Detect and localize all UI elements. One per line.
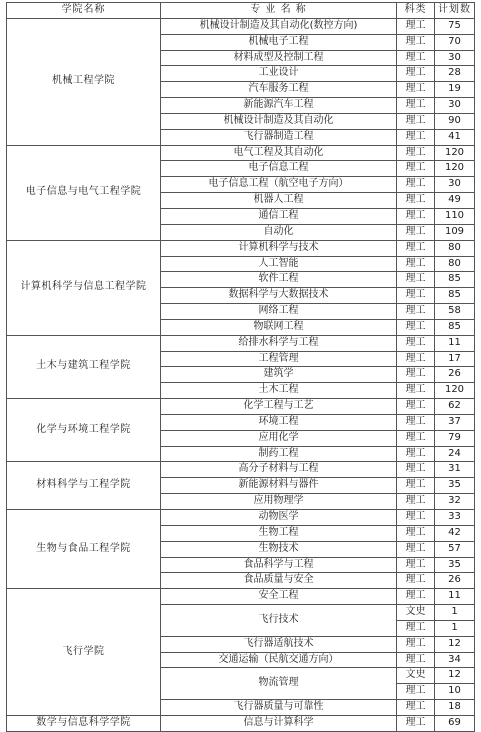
major-name-cell: 机械设计制造及其自动化(数控方向) [161,18,397,34]
category-cell: 理工 [397,383,435,399]
category-cell: 理工 [397,351,435,367]
header-college: 学院名称 [7,3,161,19]
category-cell: 理工 [397,462,435,478]
category-cell: 理工 [397,715,435,731]
plan-count-cell: 24 [435,446,475,462]
plan-count-cell: 42 [435,525,475,541]
major-name-cell: 高分子材料与工程 [161,462,397,478]
plan-count-cell: 32 [435,494,475,510]
plan-count-cell: 35 [435,478,475,494]
plan-count-cell: 85 [435,319,475,335]
table-row [7,145,475,161]
category-cell: 理工 [397,145,435,161]
category-cell: 理工 [397,367,435,383]
table-row [7,510,475,526]
plan-count-cell: 80 [435,240,475,256]
category-cell: 理工 [397,82,435,98]
major-name-cell: 自动化 [161,224,397,240]
plan-count-cell: 41 [435,129,475,145]
plan-count-cell: 18 [435,700,475,716]
plan-count-cell: 12 [435,636,475,652]
plan-count-cell: 1 [435,620,475,636]
category-cell: 理工 [397,34,435,50]
major-name-cell: 机器人工程 [161,193,397,209]
table-row [7,715,475,731]
plan-count-cell: 1 [435,605,475,621]
plan-count-cell: 120 [435,383,475,399]
category-cell: 理工 [397,161,435,177]
category-cell: 理工 [397,541,435,557]
major-name-cell: 机械电子工程 [161,34,397,50]
major-name-cell: 通信工程 [161,208,397,224]
plan-count-cell: 30 [435,98,475,114]
college-name-cell: 机械工程学院 [7,18,161,145]
category-cell: 理工 [397,272,435,288]
category-cell: 理工 [397,129,435,145]
plan-count-cell: 35 [435,557,475,573]
major-name-cell: 食品质量与安全 [161,573,397,589]
plan-count-cell: 85 [435,272,475,288]
category-cell: 理工 [397,589,435,605]
college-name-cell: 化学与环境工程学院 [7,399,161,462]
major-name-cell: 人工智能 [161,256,397,272]
category-cell: 理工 [397,494,435,510]
college-name-cell: 材料科学与工程学院 [7,462,161,510]
plan-count-cell: 90 [435,113,475,129]
plan-count-cell: 12 [435,668,475,684]
category-cell: 理工 [397,684,435,700]
major-name-cell: 交通运输（民航交通方向） [161,652,397,668]
category-cell: 理工 [397,319,435,335]
table-header-row [7,3,475,19]
category-cell: 理工 [397,525,435,541]
major-name-cell: 食品科学与工程 [161,557,397,573]
category-cell: 理工 [397,224,435,240]
category-cell: 理工 [397,288,435,304]
category-cell: 理工 [397,177,435,193]
major-name-cell: 飞行器质量与可靠性 [161,700,397,716]
major-name-cell: 环境工程 [161,414,397,430]
table-row [7,462,475,478]
category-cell: 文史 [397,668,435,684]
plan-count-cell: 62 [435,399,475,415]
table-row [7,589,475,605]
plan-count-cell: 58 [435,304,475,320]
enrollment-plan-table [6,2,475,732]
category-cell: 理工 [397,510,435,526]
major-name-cell: 物流管理 [161,668,397,700]
plan-count-cell: 120 [435,161,475,177]
major-name-cell: 汽车服务工程 [161,82,397,98]
plan-count-cell: 75 [435,18,475,34]
college-name-cell: 飞行学院 [7,589,161,716]
plan-count-cell: 26 [435,573,475,589]
major-name-cell: 应用物理学 [161,494,397,510]
major-name-cell: 生物技术 [161,541,397,557]
major-name-cell: 飞行器制造工程 [161,129,397,145]
plan-count-cell: 80 [435,256,475,272]
category-cell: 理工 [397,446,435,462]
category-cell: 理工 [397,193,435,209]
plan-count-cell: 120 [435,145,475,161]
category-cell: 理工 [397,430,435,446]
header-plan: 计划数 [435,3,475,19]
major-name-cell: 计算机科学与技术 [161,240,397,256]
plan-count-cell: 19 [435,82,475,98]
plan-count-cell: 30 [435,50,475,66]
table-row [7,399,475,415]
major-name-cell: 机械设计制造及其自动化 [161,113,397,129]
plan-count-cell: 30 [435,177,475,193]
major-name-cell: 数据科学与大数据技术 [161,288,397,304]
category-cell: 理工 [397,208,435,224]
plan-count-cell: 33 [435,510,475,526]
major-name-cell: 网络工程 [161,304,397,320]
plan-count-cell: 34 [435,652,475,668]
college-name-cell: 生物与食品工程学院 [7,510,161,589]
plan-count-cell: 110 [435,208,475,224]
major-name-cell: 新能源材料与器件 [161,478,397,494]
table-row [7,335,475,351]
category-cell: 理工 [397,335,435,351]
college-name-cell: 土木与建筑工程学院 [7,335,161,398]
major-name-cell: 工程管理 [161,351,397,367]
header-category: 科类 [397,3,435,19]
category-cell: 理工 [397,240,435,256]
major-name-cell: 制药工程 [161,446,397,462]
category-cell: 文史 [397,605,435,621]
college-name-cell: 计算机科学与信息工程学院 [7,240,161,335]
category-cell: 理工 [397,652,435,668]
major-name-cell: 生物工程 [161,525,397,541]
plan-count-cell: 109 [435,224,475,240]
major-name-cell: 土木工程 [161,383,397,399]
plan-count-cell: 11 [435,589,475,605]
major-name-cell: 软件工程 [161,272,397,288]
plan-count-cell: 49 [435,193,475,209]
category-cell: 理工 [397,50,435,66]
major-name-cell: 飞行器适航技术 [161,636,397,652]
plan-count-cell: 79 [435,430,475,446]
college-name-cell: 数学与信息科学学院 [7,715,161,731]
category-cell: 理工 [397,66,435,82]
plan-count-cell: 69 [435,715,475,731]
major-name-cell: 飞行技术 [161,605,397,637]
category-cell: 理工 [397,700,435,716]
college-name-cell: 电子信息与电气工程学院 [7,145,161,240]
plan-count-cell: 37 [435,414,475,430]
major-name-cell: 安全工程 [161,589,397,605]
category-cell: 理工 [397,557,435,573]
major-name-cell: 信息与计算科学 [161,715,397,731]
major-name-cell: 物联网工程 [161,319,397,335]
plan-count-cell: 17 [435,351,475,367]
plan-count-cell: 57 [435,541,475,557]
header-major: 专 业 名 称 [161,3,397,19]
category-cell: 理工 [397,98,435,114]
plan-count-cell: 85 [435,288,475,304]
table-body [7,18,475,731]
table-row [7,240,475,256]
category-cell: 理工 [397,414,435,430]
category-cell: 理工 [397,620,435,636]
plan-count-cell: 31 [435,462,475,478]
plan-count-cell: 11 [435,335,475,351]
plan-count-cell: 70 [435,34,475,50]
major-name-cell: 电气工程及其自动化 [161,145,397,161]
category-cell: 理工 [397,256,435,272]
major-name-cell: 电子信息工程 [161,161,397,177]
category-cell: 理工 [397,573,435,589]
category-cell: 理工 [397,399,435,415]
major-name-cell: 给排水科学与工程 [161,335,397,351]
category-cell: 理工 [397,478,435,494]
major-name-cell: 建筑学 [161,367,397,383]
major-name-cell: 材料成型及控制工程 [161,50,397,66]
major-name-cell: 电子信息工程（航空电子方向） [161,177,397,193]
plan-count-cell: 28 [435,66,475,82]
plan-count-cell: 10 [435,684,475,700]
table-row [7,18,475,34]
category-cell: 理工 [397,636,435,652]
major-name-cell: 新能源汽车工程 [161,98,397,114]
major-name-cell: 应用化学 [161,430,397,446]
major-name-cell: 化学工程与工艺 [161,399,397,415]
category-cell: 理工 [397,304,435,320]
major-name-cell: 动物医学 [161,510,397,526]
category-cell: 理工 [397,113,435,129]
plan-count-cell: 26 [435,367,475,383]
category-cell: 理工 [397,18,435,34]
major-name-cell: 工业设计 [161,66,397,82]
